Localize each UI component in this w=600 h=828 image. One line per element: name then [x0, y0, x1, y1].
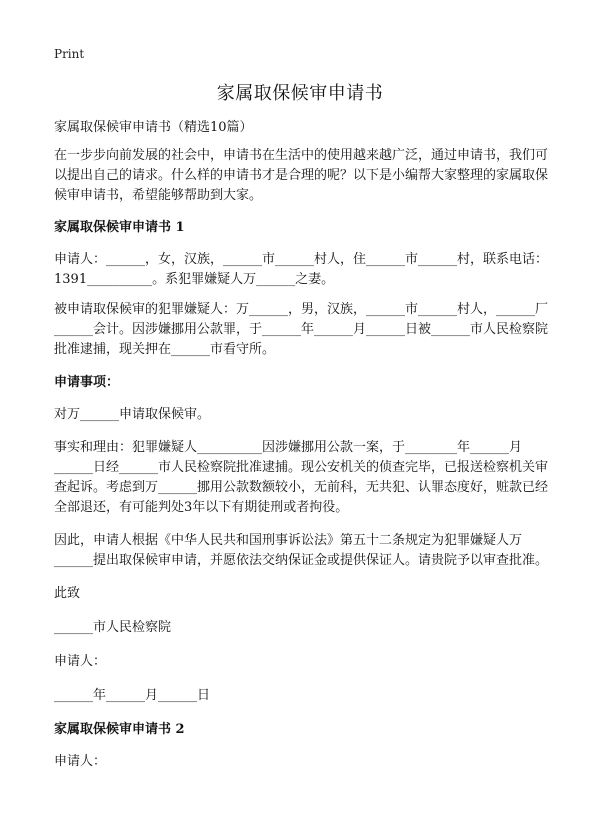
- document-subtitle: 家属取保候审申请书（精选10篇）: [54, 120, 253, 135]
- signature-line: 申请人：: [54, 654, 107, 669]
- recipient-line: ______市人民检察院: [54, 620, 172, 635]
- matters-paragraph: 对万______申请取保候审。: [54, 407, 211, 422]
- intro-paragraph: 在一步步向前发展的社会中，申请书在生活中的使用越来越广泛，通过申请书，我们可以提出自己的请求。什么样的申请书才是合理的呢？以下是小编帮大家整理的家属取保候审申请书，希望能够帮助到大家。: [54, 148, 549, 203]
- page-title: 家属取保候审申请书: [216, 83, 384, 104]
- closing-line: 此致: [54, 586, 81, 601]
- therefore-paragraph: 因此，申请人根据《中华人民共和国刑事诉讼法》第五十二条规定为犯罪嫌疑人万______提出取保候审申请，并愿依法交纳保证金或提供保证人。请贵院予以审查批准。: [54, 533, 549, 568]
- suspect-paragraph: 被申请取保候审的犯罪嫌疑人：万______，男，汉族，______市______村人，______厂______会计。因涉嫌挪用公款罪，于______年______月______日被______市人民检察院批准逮捕，现关押在______市看守所。: [54, 302, 549, 357]
- date-line: ______年______月______日: [54, 688, 211, 703]
- document-body: [54, 118, 550, 782]
- reasons-paragraph: 事实和理由：犯罪嫌疑人__________因涉嫌挪用公款一案，于________年______月______日经______市人民检察院批准逮捕。现公安机关的侦查完毕，已报送检察机关审查起诉。考虑到万______挪用公款数额较小，无前科，无共犯、认罪态度好，赃款已经全部退还，有可能判处3年以下有期徒刑或者拘役。: [54, 440, 549, 515]
- print-link[interactable]: Print: [54, 47, 85, 61]
- applicant-paragraph: 申请人：______，女，汉族，______市______村人，住______市______村，联系电话：1391__________。系犯罪嫌疑人万______之妻。: [54, 252, 549, 287]
- section-1-heading: 家属取保候审申请书 1: [54, 220, 185, 235]
- matters-heading: 申请事项：: [54, 375, 120, 390]
- section-2-applicant-line: 申请人：: [54, 754, 107, 769]
- section-2-heading: 家属取保候审申请书 2: [54, 722, 185, 737]
